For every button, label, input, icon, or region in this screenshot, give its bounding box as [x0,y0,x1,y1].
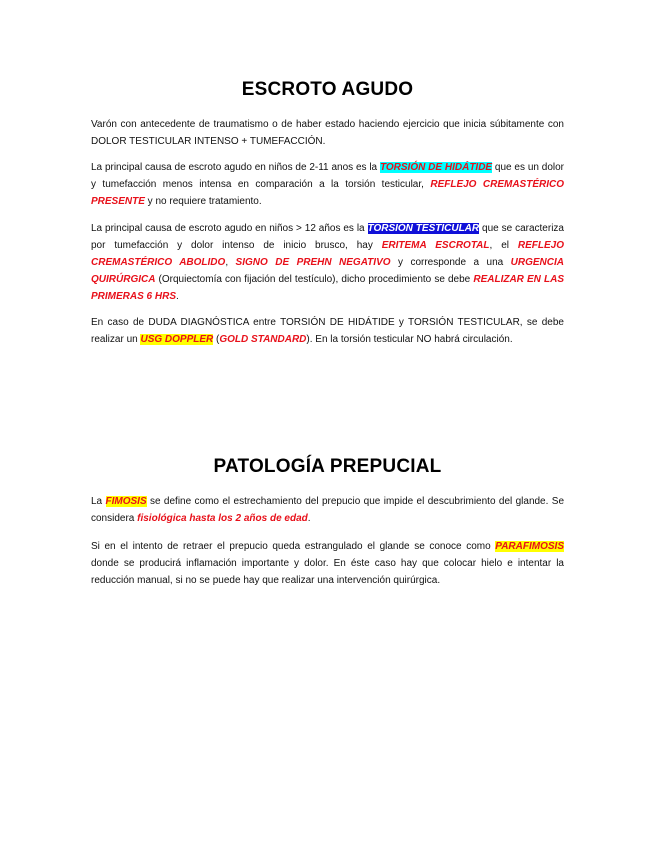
highlight-torsion-testicular: TORSIÓN TESTICULAR [367,223,480,234]
highlight-usg-doppler: USG DOPPLER [140,334,214,345]
emphasis-reflejo-abolido: REFLEJO CREMASTÉRICO ABOLIDO [91,240,564,268]
paragraph-torsion-hidatide [91,159,564,210]
text-segment: , [225,257,236,268]
text-segment: donde se producirá inflamación importante y dolor. En éste caso hay que colocar hielo e intentar la reducción manual, si no se puede hay que realizar una intervención quirúrgica. [91,558,564,586]
section-title-escroto-agudo: ESCROTO AGUDO [241,79,414,100]
text-segment: ( [213,334,220,345]
paragraph-torsion-testicular [91,220,564,305]
emphasis-eritema-escrotal: ERITEMA ESCROTAL [381,240,490,251]
text-segment: ). En la torsión testicular NO habrá circulación. [306,334,513,345]
emphasis-reflejo-presente: REFLEJO CREMASTÉRICO PRESENTE [91,179,564,207]
paragraph-intro [91,116,564,150]
emphasis-urgencia-quirurgica: URGENCIA QUIRÚRGICA [91,257,564,285]
text-segment: y corresponde a una [390,257,511,268]
text-segment: que es un dolor y tumefacción menos intensa en comparación a la torsión testicular, [91,162,564,190]
text-segment: y no requiere tratamiento. [144,196,262,207]
text-segment: que se caracteriza por tumefacción y dolor intenso de inicio brusco, hay [91,223,564,251]
section-title-patologia-prepucial: PATOLOGÍA PREPUCIAL [213,456,442,477]
paragraph-fimosis [91,493,564,527]
text-segment: se define como el estrechamiento del prepucio que impide el descubrimiento del glande. Se considera [91,496,565,524]
emphasis-signo-prehn: SIGNO DE PREHN NEGATIVO [235,257,391,268]
text-segment: La [91,496,106,507]
text-segment: . [307,513,311,524]
text-segment: . [176,291,179,302]
highlight-torsion-hidatide: TORSIÓN DE HIDÁTIDE [379,162,493,173]
emphasis-realizar-6-hrs: REALIZAR EN LAS PRIMERAS 6 HRS [91,274,564,302]
highlight-fimosis: FIMOSIS [105,496,147,507]
paragraph-duda-diagnostica [91,314,564,348]
highlight-parafimosis: PARAFIMOSIS [495,541,564,552]
text-segment: (Orquiectomía con fijación del testículo), dicho procedimiento se debe [155,274,474,285]
text-segment: La principal causa de escroto agudo en niños > 12 años es la [91,223,368,234]
text-segment: , el [489,240,518,251]
emphasis-fisiologica: fisiológica hasta los 2 años de edad [137,513,308,524]
text-segment: En caso de DUDA DIAGNÓSTICA entre TORSIÓN DE HIDÁTIDE y TORSIÓN TESTICULAR, se debe realizar un [91,317,564,345]
text-segment: Si en el intento de retraer el prepucio queda estrangulado el glande se conoce como [91,541,496,552]
emphasis-gold-standard: GOLD STANDARD [219,334,307,345]
paragraph-text: Varón con antecedente de traumatismo o de haber estado haciendo ejercicio que inicia súbitamente con DOLOR TESTICULAR INTENSO + TUMEFACCIÓN. [91,119,564,147]
text-segment: La principal causa de escroto agudo en niños de 2-11 anos es la [91,162,380,173]
paragraph-parafimosis [91,538,564,589]
